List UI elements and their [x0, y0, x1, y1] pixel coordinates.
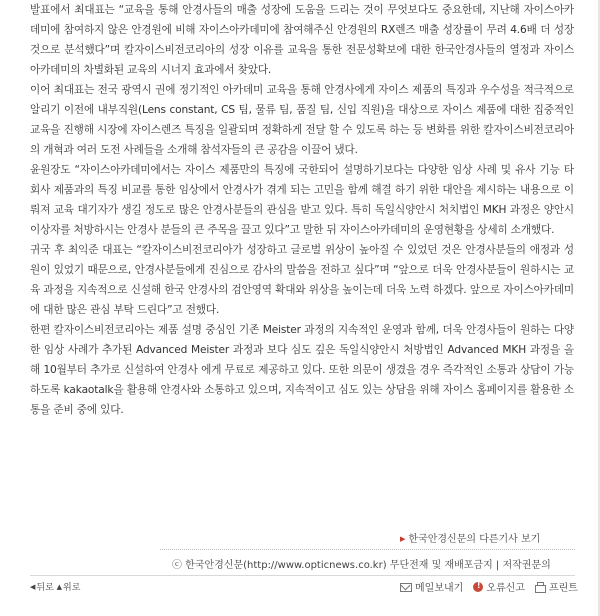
copyright-divider — [160, 549, 575, 550]
report-error-button[interactable] — [473, 579, 525, 594]
article-paragraph-4: 귀국 후 최익준 대표는 “칼자이스비전코리아가 성장하고 글로벌 위상이 높아질 수 있었던 것은 안경사분들의 애정과 성원이 있었기 때문으로, 안경사분들에게 진심으로 감사의 말씀을 전하고 싶다”며 “앞으로 더욱 안경사분들이 원하시는 교육 과정을 지속적으로 신설해 한국 안경사의 검안영역 확대와 위상을 높이는데 더욱 노력 하겠다. 앞으로 자이스아카데미에 대한 많은 관심 부탁 드린다”고 전했다. — [30, 244, 574, 316]
article-paragraph-5: 한편 칼자이스비전코리아는 제품 설명 중심인 기존 Meister 과정의 지속적인 운영과 함께, 더욱 안경사들이 원하는 다양한 임상 사례가 추가된 Advanced Meister 과정과 보다 심도 깊은 독일식양안시 처방법인 Advanced MKH 과정을 올해 10월부터 추가로 신설하여 안경사 에게 무료로 제공하고 있다. 또한 의문이 생겼을 경우 즉각적인 소통과 상담이 가능하도록 kakaotalk을 활용해 안경사와 소통하고 있으며, 지속적이고 심도 있는 상담을 위해 자이스 홈페이지를 활용한 소통을 준비 중에 있다. — [30, 324, 574, 416]
print-label: 프린트 — [548, 583, 578, 594]
article-paragraph-2: 이어 최대표는 전국 광역시 권에 정기적인 아카데미 교육을 통해 안경사에게 자이스 제품의 특징과 우수성을 적극적으로 알리기 이전에 내부직원(Lens constant, CS 팀, 물류 팀, 품질 팀, 신입 직원)을 대상으로 자이스 제품에 대한 집중적인 교육을 진행해 시장에 자이스렌즈 특징을 일괄되며 정확하게 전달 할 수 있도록 하는 등 변화를 위한 칼자이스비전코리아의 개혁과 여러 도전 사례들을 소개해 참석자들의 큰 공감을 이끌어 냈다. — [30, 84, 574, 156]
print-button[interactable] — [535, 579, 578, 594]
more-articles-link[interactable] — [400, 530, 570, 545]
article-tools — [400, 579, 578, 594]
envelope-icon — [400, 583, 412, 592]
back-link[interactable] — [30, 583, 54, 593]
top-link[interactable] — [57, 583, 81, 593]
article-paragraph-3: 윤원장도 “자이스아카데미에서는 자이스 제품만의 특징에 국한되어 설명하기보다는 다양한 임상 사례 및 유사 기능 타 회사 제품과의 특징 비교를 통한 임상에서 안경사가 겪게 되는 고민을 함께 해결 하기 위한 대안을 제시하는 내용으로 이뤄져 교육 대기자가 생길 정도로 많은 안경사분들의 관심을 받고 있다. 특히 독일식양안시 처치법인 MKH 과정은 양안시이상자를 처방하시는 안경사 분들의 큰 주목을 끌고 있다”고 말한 뒤 자이스아카데미의 운영현황을 상세히 소개했다. — [30, 164, 574, 236]
triangle-left-icon: ◀ — [30, 583, 36, 591]
email-button[interactable] — [400, 579, 463, 594]
article-body — [30, 0, 574, 420]
article-paragraph-1: 발표에서 최대표는 “교육을 통해 안경사들의 매출 성장에 도움을 드리는 것이 무엇보다도 중요한데, 지난해 자이스아카데미에 참여하지 않은 안경원에 비해 자이스아카데미에 참여해주신 안경원의 RX렌즈 매출 성장률이 무려 4.6배 더 성장 것으로 분석했다”며 칼자이스비전코리아의 성장 이유를 교육을 통한 전문성확보에 대한 한국안경사들의 열정과 자이스아카데미의 차별화된 교육의 시너지 효과에서 찾았다. — [30, 4, 574, 76]
more-articles-label: 한국안경신문의 다른기사 보기 — [408, 534, 541, 545]
footer-nav — [30, 580, 80, 593]
triangle-right-icon: ▶ — [400, 535, 406, 543]
triangle-up-icon: ▲ — [56, 583, 63, 591]
alert-icon — [473, 582, 483, 592]
copyright-notice: ⓒ 한국안경신문(http://www.opticnews.co.kr) 무단전재 및 재배포금지 | 저작권문의 — [172, 560, 551, 571]
top-label: 위로 — [63, 583, 81, 593]
email-label: 메일보내기 — [415, 583, 464, 594]
footer-divider — [30, 575, 575, 576]
report-error-label: 오류신고 — [486, 583, 525, 594]
back-label: 뒤로 — [36, 583, 54, 593]
printer-icon — [535, 585, 546, 593]
